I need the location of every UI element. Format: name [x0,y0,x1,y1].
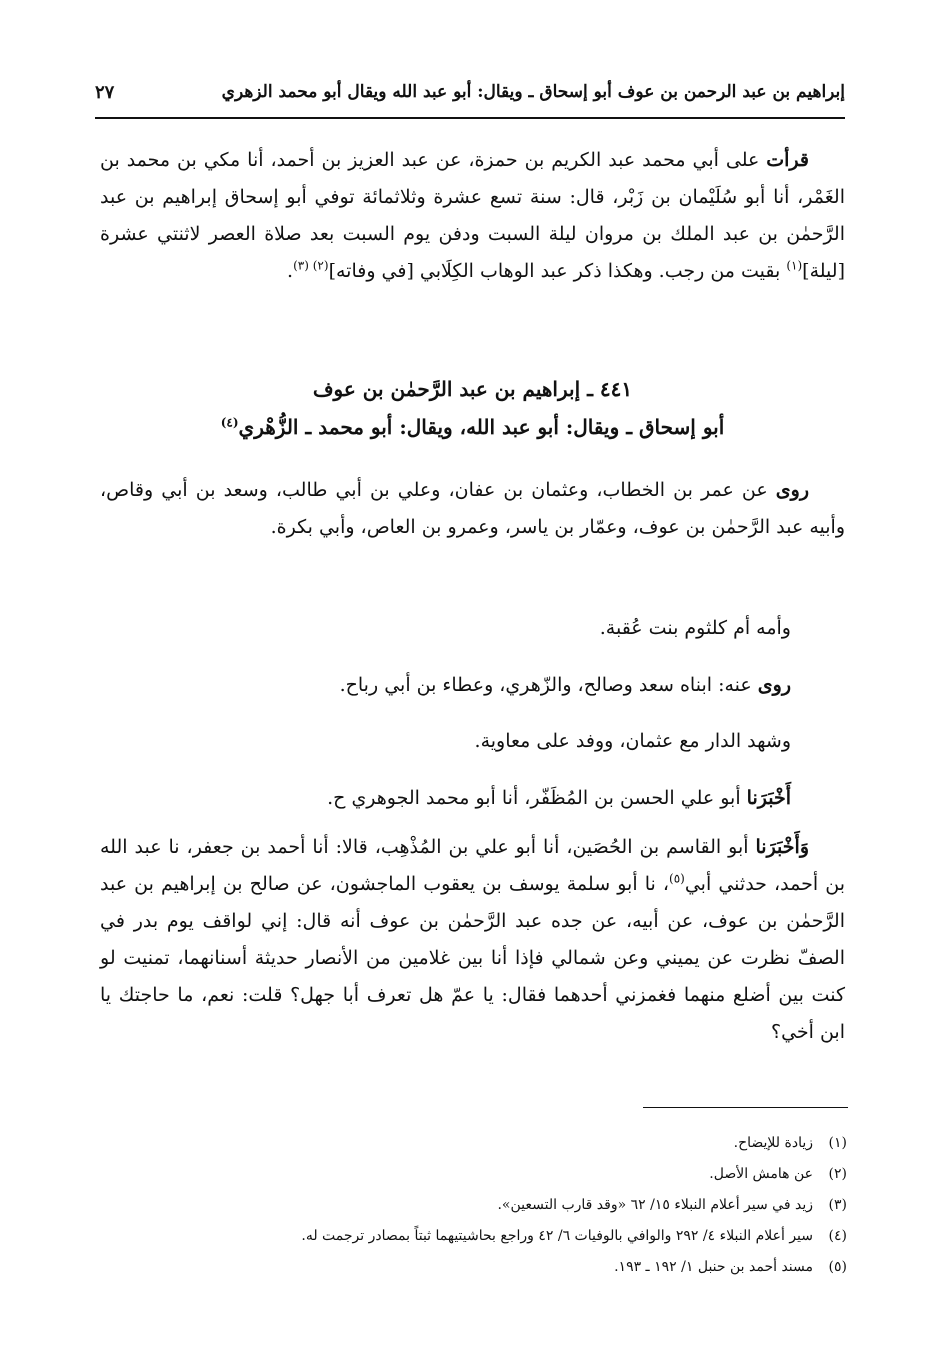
paragraph-text: بقيت من رجب. وهكذا ذكر عبد الوهاب الكِلَابي [في وفاته] [328,260,787,282]
header-rule [95,117,845,119]
footnote-item: (٣)زيد في سير أعلام النبلاء ١٥/ ٦٢ «وقد قارب التسعين». [497,1197,847,1213]
line-narrated-by [100,667,845,704]
page-number: ٢٧ [95,82,115,103]
running-title: إبراهيم بن عبد الرحمن بن عوف أبو إسحاق ـ ويقال: أبو عبد الله ويقال أبو محمد الزهري [221,82,845,102]
line-witnessed: وشهد الدار مع عثمان، ووفد على معاوية. [474,730,791,752]
footnote-ref: (٥) [669,871,685,886]
lead-word: أَخْبَرَنا [746,787,791,809]
footnote-item: (١)زيادة للإيضاح. [733,1135,847,1151]
line-akhbarana [100,780,845,817]
lead-word: روى [757,674,791,696]
paragraph-hadith [100,829,845,1051]
footnote-item: (٢)عن هامش الأصل. [709,1166,847,1182]
paragraph-text: . [287,260,294,282]
line-mother: وأمه أم كلثوم بنت عُقبة. [599,617,791,639]
footnote-item: (٥)مسند أحمد بن حنبل ١/ ١٩٢ ـ ١٩٣. [614,1259,847,1275]
lead-word: روى [775,479,809,501]
paragraph-qara-tu [100,142,845,290]
paragraph-text: على أبي محمد عبد الكريم بن حمزة، عن عبد العزيز بن أحمد، أنا مكي بن محمد بن الغَمْر، أنا أبو سُلَيْمان بن زَبْر، قال: سنة تسع عشرة وثلاثمائة توفي أبو إسحاق إبراهيم بن عبد الرَّحمٰن بن عبد الملك بن مروان ليلة السبت ودفن يوم السبت بعد صلاة العصر لاثنتي عشرة [ليلة] [100,149,845,282]
entry-heading [100,370,845,446]
page-header [95,82,845,114]
paragraph-text: أبو علي الحسن بن المُظَفّر، أنا أبو محمد الجوهري ح. [327,787,747,809]
paragraph-text: عن عمر بن الخطاب، وعثمان بن عفان، وعلي بن أبي طالب، وسعد بن أبي وقاص، وأبيه عبد الرَّحمٰن بن عوف، وعمّار بن ياسر، وعمرو بن العاص، وأبي بكرة. [100,479,845,538]
lead-word: وَأَخْبَرَنا [755,836,809,858]
footnote-ref: (١) [786,258,803,273]
paragraph-text: ، نا أبو سلمة يوسف بن يعقوب الماجشون، عن صالح بن إبراهيم بن عبد الرَّحمٰن بن عوف، عن أبيه، عن جده عبد الرَّحمٰن بن عوف أنه قال: إني لواقف يوم بدر في الصفّ نظرت عن يميني وعن شمالي فإذا أنا بين غلامين من الأنصار حديثة أسنانهما، تمنيت لو كنت بين أضلع منهما فغمزني أحدهما فقال: يا عمّ هل تعرف أبا جهل؟ قلت: نعم، ما حاجتك يا ابن أخي؟ [100,873,845,1043]
footnote-rule [643,1107,848,1108]
lead-word: قرأت [766,149,809,171]
footnotes [87,1128,847,1283]
footnote-ref: (٤) [220,415,239,430]
footnote-ref: (٢) (٣) [293,258,329,273]
paragraph-narrated-from [100,472,845,546]
entry-heading-line1: ٤٤١ ـ إبراهيم بن عبد الرَّحمٰن بن عوف [312,377,633,401]
paragraph-text: عنه: ابناه سعد وصالح، والزّهري، وعطاء بن أبي رباح. [339,674,758,696]
paragraph-text: أبو القاسم بن الحُصَين، أنا أبو علي بن المُذْهِب، قالا: أنا أحمد بن جعفر، نا عبد الله بن أحمد، حدثني أبي [100,836,845,895]
entry-heading-line2: أبو إسحاق ـ ويقال: أبو عبد الله، ويقال: أبو محمد ـ الزُّهْري$^{(٤)}$ [220,415,725,439]
footnote-item: (٤)سير أعلام النبلاء ٤/ ٢٩٢ والوافي بالوفيات ٦/ ٤٢ وراجع بحاشيتيهما ثبتاً بمصادر ترجمت له. [301,1228,847,1244]
